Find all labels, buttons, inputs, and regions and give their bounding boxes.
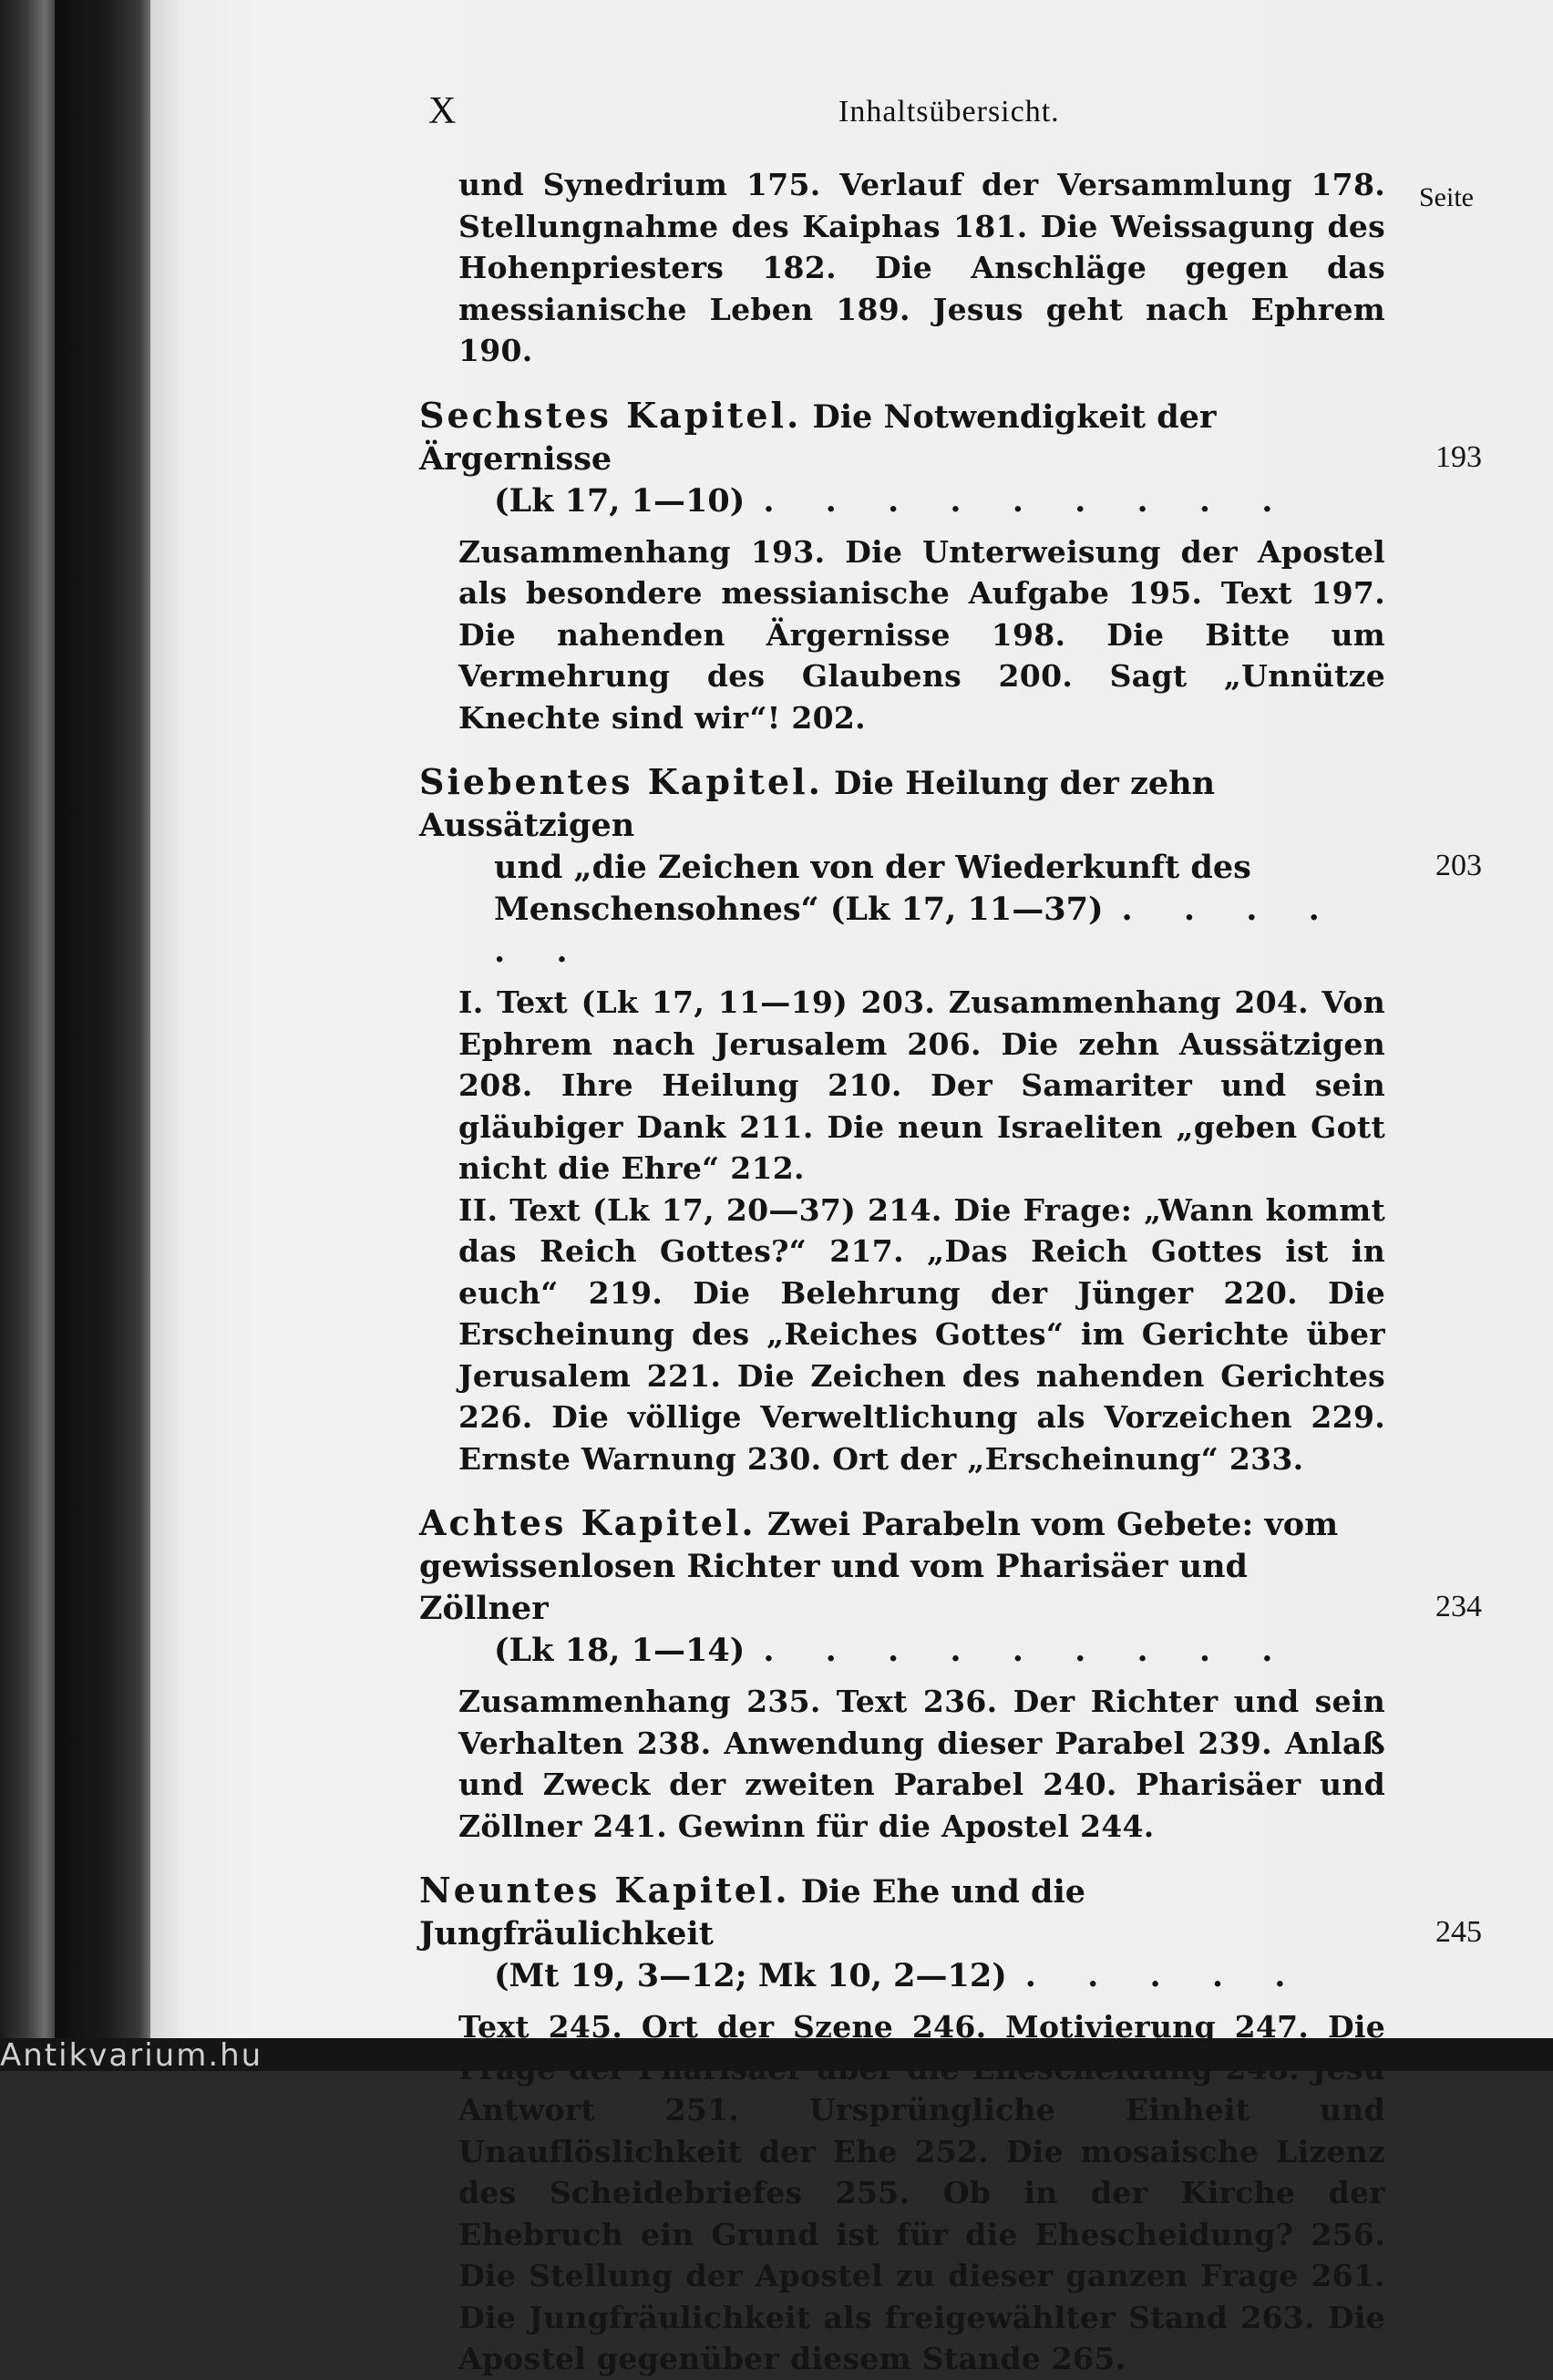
chapter-label: Siebentes Kapitel. bbox=[419, 761, 823, 802]
chapter-entry-6 bbox=[419, 394, 1482, 522]
chapter-summary: Zusammenhang 235. Text 236. Der Richter und sein Verhalten 238. Anwendung dieser Parabel 239. Anlaß und Zweck der zweiten Parabel 240. Pharisäer und Zöllner 241. Gewinn für die Apostel 244. bbox=[458, 1684, 1385, 1844]
chapter-title-continuation bbox=[419, 1630, 1385, 1672]
chapter-title: Die Ehe und die Jungfräulichkeit bbox=[419, 1873, 1086, 1952]
chapter-title-continuation bbox=[419, 1955, 1385, 1997]
dot-leaders: . . . . . . bbox=[494, 891, 1340, 970]
chapter-citation: (Lk 18, 1—14) bbox=[494, 1632, 746, 1669]
chapter-summary-part-2: II. Text (Lk 17, 20—37) 214. Die Frage: „Wann kommt das Reich Gottes?“ 217. „Das Reich Gottes ist in euch“ 219. Die Belehrung der Jünger 220. Die Erscheinung des „Reiches Gottes“ im Gerichte über Jerusalem 221. Die Zeichen des nahenden Gerichtes 226. Die völlige Verweltlichung als Vorzeichen 229. Ernste Warnung 230. Ort der „Erscheinung“ 233. bbox=[458, 1191, 1385, 1477]
watermark-text: Antikvarium.hu bbox=[0, 2037, 263, 2074]
chapter-title: Die Notwendigkeit der Ärgernisse bbox=[419, 397, 1217, 478]
chapter-citation: und „die Zeichen von der Wiederkunft des Menschensohnes“ (Lk 17, 11—37) bbox=[494, 849, 1251, 928]
intro-paragraph: und Synedrium 175. Verlauf der Versammlung 178. Stellungnahme des Kaiphas 181. Die Weissagung des Hohenpriesters 182. Die Anschläge gegen das messianische Leben 189. Jesus geht nach Ephrem 190. bbox=[458, 167, 1385, 368]
chapter-entry-7 bbox=[419, 761, 1482, 973]
chapter-title-continuation bbox=[419, 480, 1385, 522]
chapter-summary: Text 245. Ort der Szene 246. Motivierung 247. Die Frage der Pharisäer über die Ehescheidung 248. Jesu Antwort 251. Ursprüngliche Einheit und Unauflöslichkeit der Ehe 252. Die mosaische Lizenz des Scheidebriefes 255. Ob in der Kirche der Ehebruch ein Grund ist für die Ehescheidung? 256. Die Stellung der Apostel zu dieser ganzen Frage 261. Die Jungfräulichkeit als freigewählter Stand 263. Die Apostel gegenüber diesem Stande 265. bbox=[458, 2009, 1385, 2376]
chapter-label: Neuntes Kapitel. bbox=[419, 1870, 790, 1911]
page-header bbox=[428, 89, 1385, 144]
chapter-label: Achtes Kapitel. bbox=[419, 1502, 756, 1543]
chapter-entry-8 bbox=[419, 1502, 1482, 1672]
chapter-summary: Zusammenhang 193. Die Unterweisung der Apostel als besondere messianische Aufgabe 195. Text 197. Die nahenden Ärgernisse 198. Die Bitte um Vermehrung des Glaubens 200. Sagt „Unnütze Knechte sind wir“! 202. bbox=[458, 533, 1385, 736]
chapter-entry-9 bbox=[419, 1870, 1482, 1997]
dot-leaders: . . . . . . . . . bbox=[763, 1632, 1293, 1669]
chapter-citation: (Lk 17, 1—10) bbox=[494, 481, 746, 520]
chapter-title: Zwei Parabeln vom Gebete: vom gewissenlosen Richter und vom Pharisäer und Zöllner bbox=[419, 1506, 1339, 1627]
chapter-page-number: 193 bbox=[1435, 439, 1482, 474]
book-spine-edge bbox=[55, 0, 155, 2071]
dot-leaders: . . . . . bbox=[1024, 1957, 1306, 1994]
chapter-title-continuation bbox=[419, 847, 1385, 973]
page-folio: X bbox=[428, 90, 457, 132]
chapter-label: Sechstes Kapitel. bbox=[419, 394, 802, 436]
chapter-title: Die Heilung der zehn Aussätzigen bbox=[419, 765, 1216, 844]
chapter-page-number: 245 bbox=[1435, 1915, 1482, 1949]
chapter-citation: (Mt 19, 3—12; Mk 10, 2—12) bbox=[494, 1957, 1007, 1994]
running-head: Inhaltsübersicht. bbox=[838, 95, 1060, 129]
dot-leaders: . . . . . . . . . bbox=[763, 481, 1293, 520]
seite-column-label: Seite bbox=[1419, 182, 1474, 212]
chapter-page-number: 234 bbox=[1435, 1590, 1482, 1623]
chapter-summary-part-1: I. Text (Lk 17, 11—19) 203. Zusammenhang 204. Von Ephrem nach Jerusalem 206. Die zehn Aussätzigen 208. Ihre Heilung 210. Der Samariter und sein gläubiger Dank 211. Die neun Israeliten „geben Gott nicht die Ehre“ 212. bbox=[458, 984, 1385, 1186]
chapter-page-number: 203 bbox=[1435, 849, 1482, 882]
